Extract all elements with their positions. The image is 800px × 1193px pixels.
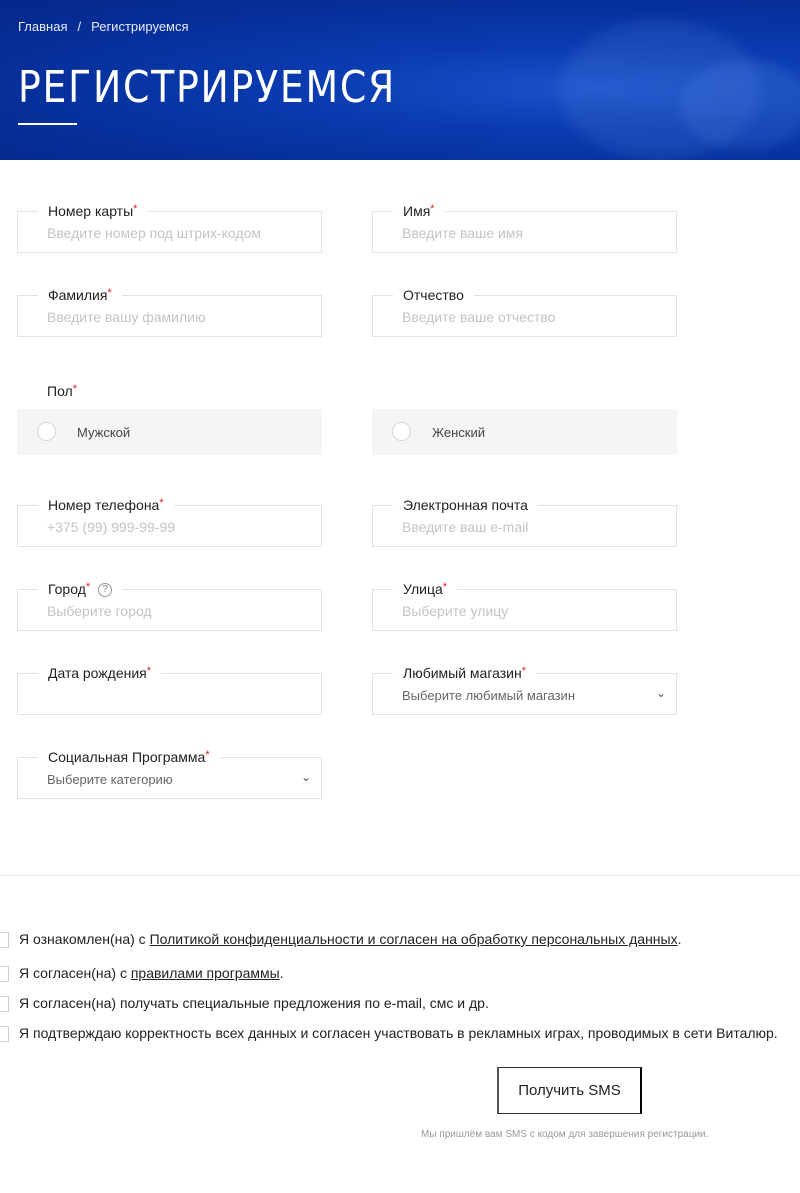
program-rules-link[interactable]: правилами программы (130, 965, 280, 981)
gender-male-label: Мужской (77, 425, 131, 440)
page-title: РЕГИСТРИРУЕМСЯ (18, 62, 397, 113)
birth-date-field[interactable] (17, 665, 322, 715)
chevron-down-icon: ⌄ (655, 686, 666, 700)
patronymic-placeholder: Введите ваше отчество (402, 309, 556, 325)
card-number-field[interactable] (17, 203, 322, 253)
consent-confirm-checkbox[interactable] (0, 1026, 9, 1042)
gender-label: Пол* (47, 383, 77, 399)
gender-option-female[interactable] (372, 409, 677, 455)
street-placeholder: Выберите улицу (402, 603, 509, 619)
email-label: Электронная почта (393, 497, 538, 513)
gender-option-male[interactable] (17, 409, 322, 455)
card-number-label: Номер карты* (38, 203, 147, 219)
phone-label: Номер телефона* (38, 497, 174, 513)
breadcrumb-current: Регистрируемся (91, 19, 189, 34)
birth-date-label: Дата рождения* (38, 665, 161, 681)
social-program-value: Выберите категорию (47, 772, 173, 787)
gender-female-label: Женский (432, 425, 485, 440)
favorite-store-label: Любимый магазин* (393, 665, 536, 681)
radio-female[interactable] (392, 422, 411, 441)
patronymic-field[interactable] (372, 287, 677, 337)
patronymic-label: Отчество (393, 287, 474, 303)
consent-offers-checkbox[interactable] (0, 996, 9, 1012)
city-field[interactable] (17, 581, 322, 631)
city-placeholder: Выберите город (47, 603, 152, 619)
privacy-policy-link[interactable]: Политикой конфиденциальности и согласен на обработку персональных данных (149, 931, 678, 947)
city-label: Город* ? (38, 581, 122, 597)
last-name-label: Фамилия* (38, 287, 122, 303)
consent-privacy-checkbox[interactable] (0, 932, 9, 948)
page-header (0, 0, 800, 160)
first-name-placeholder: Введите ваше имя (402, 225, 524, 241)
card-number-placeholder: Введите номер под штрих-кодом (47, 225, 261, 241)
get-sms-button[interactable]: Получить SMS (497, 1067, 642, 1114)
header-background-decor (680, 60, 800, 150)
favorite-store-select[interactable] (372, 665, 677, 715)
section-divider (0, 875, 800, 876)
last-name-placeholder: Введите вашу фамилию (47, 309, 206, 325)
consent-confirm-text: Я подтверждаю корректность всех данных и согласен участвовать в рекламных играх, проводимых в сети Виталюр. (19, 1025, 778, 1041)
phone-field[interactable] (17, 497, 322, 547)
consent-rules-checkbox[interactable] (0, 966, 9, 982)
first-name-label: Имя* (393, 203, 445, 219)
email-placeholder: Введите ваш e-mail (402, 519, 529, 535)
first-name-field[interactable] (372, 203, 677, 253)
last-name-field[interactable] (17, 287, 322, 337)
help-icon[interactable]: ? (98, 583, 112, 597)
chevron-down-icon: ⌄ (300, 770, 311, 784)
radio-male[interactable] (37, 422, 56, 441)
title-underline (18, 123, 77, 125)
breadcrumb-home-link[interactable]: Главная (18, 19, 68, 34)
street-field[interactable] (372, 581, 677, 631)
phone-placeholder: +375 (99) 999-99-99 (47, 519, 176, 535)
breadcrumb (18, 19, 189, 34)
favorite-store-value: Выберите любимый магазин (402, 688, 575, 703)
breadcrumb-separator: / (77, 19, 82, 34)
consent-offers-text: Я согласен(на) получать специальные предложения по e-mail, смс и др. (19, 995, 489, 1011)
social-program-select[interactable] (17, 749, 322, 799)
sms-note: Мы пришлём вам SMS с кодом для завершения регистрации. (421, 1129, 709, 1140)
email-field[interactable] (372, 497, 677, 547)
social-program-label: Социальная Программа* (38, 749, 220, 765)
street-label: Улица* (393, 581, 457, 597)
